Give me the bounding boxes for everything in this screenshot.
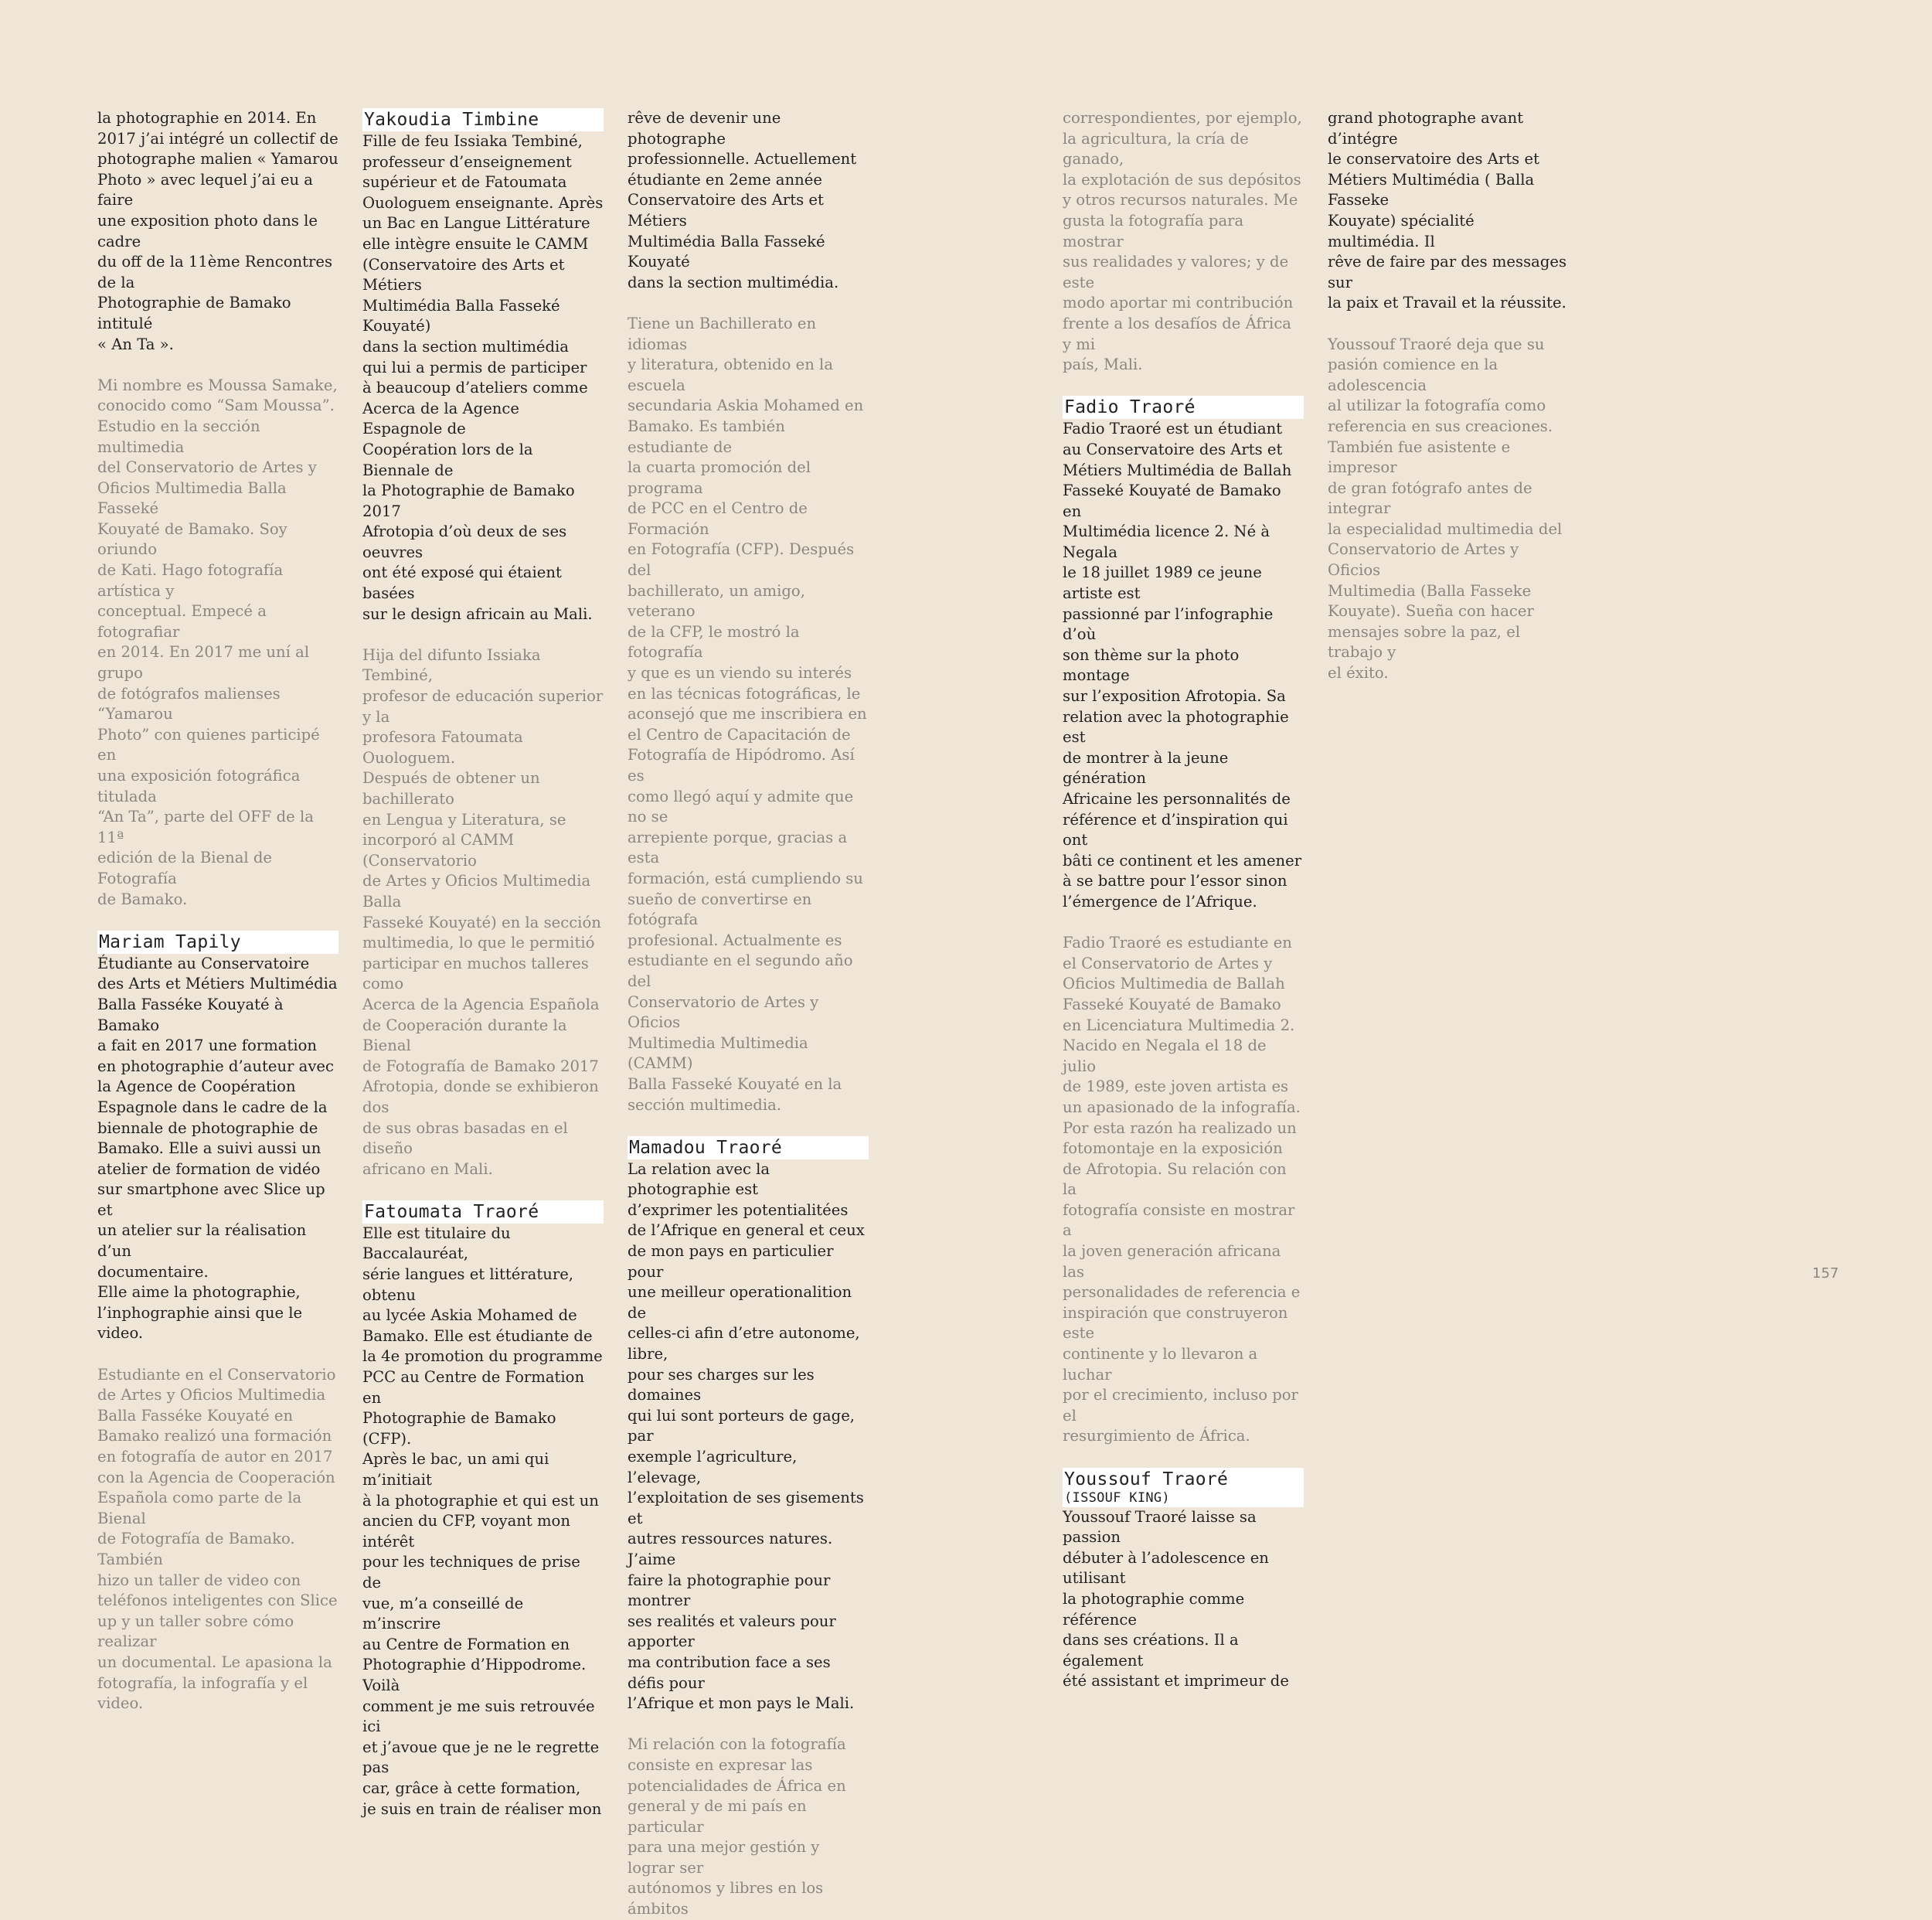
- paragraph-gap: [1328, 314, 1569, 335]
- paragraph-gap: [1063, 913, 1304, 934]
- spanish-paragraph: Estudiante en el Conservatorio de Artes y Oficios Multimedia Balla Fasséke Kouyaté en Bamako realizó una formación en fotografía de autor en 2017 con la Agencia de Cooperación Española como parte de la Bienal de Fotografía de Bamako. También hizo un taller de video con teléfonos inteligentes con Slice up y un taller sobre cómo realizar un documental. Le apasiona la fotografía, la infografía y el video.: [97, 1365, 338, 1713]
- french-paragraph: Fille de feu Issiaka Tembiné, professeur d’enseignement supérieur et de Fatoumata Ouologuem enseignante. Après un Bac en Langue Littérature elle intègre ensuite le CAMM (Conservatoire des Arts et Métiers Multimédia Balla Fasseké Kouyaté) dans la section multimédia qui lui a permis de participer à beaucoup d’ateliers comme Acerca de la Agence Espagnole de Coopération lors de la Biennale de la Photographie de Bamako 2017 Afrotopia d’où deux de ses oeuvres ont été exposé qui étaient basées sur le design africain au Mali.: [362, 132, 604, 623]
- person-name-heading: [628, 1136, 869, 1159]
- spanish-paragraph: Mi nombre es Moussa Samake, conocido como “Sam Moussa”. Estudio en la sección multimedia del Conservatorio de Artes y Oficios Multimedia Balla Fasseké Kouyaté de Bamako. Soy oriundo de Kati. Hago fotografía artística y conceptual. Empecé a fotografiar en 2014. En 2017 me uní al grupo de fotógrafos malienses “Yamarou Photo” con quienes participé en una exposición fotográfica titulada “An Ta”, parte del OFF de la 11ª edición de la Bienal de Fotografía de Bamako.: [97, 376, 338, 908]
- spanish-paragraph: Hija del difunto Issiaka Tembiné, profesor de educación superior y la profesora Fatoumata Ouologuem. Después de obtener un bachillerato en Lengua y Literatura, se incorporó al CAMM (Conservatorio de Artes y Oficios Multimedia Balla Fasseké Kouyaté) en la sección multimedia, lo que le permitió participar en muchos talleres como Acerca de la Agencia Española de Cooperación durante la Bienal de Fotografía de Bamako 2017 Afrotopia, donde se exhibieron dos de sus obras basadas en el diseño africano en Mali.: [362, 645, 604, 1178]
- person-name: Fadio Traoré: [1064, 397, 1196, 418]
- french-paragraph: grand photographe avant d’intégre le conservatoire des Arts et Métiers Multimédia ( Balla Fasseke Kouyate) spécialité multimédia. Il rêve de faire par des messages sur la paix et Travail et la réussite.: [1328, 109, 1567, 312]
- person-name: Youssouf Traoré: [1064, 1469, 1229, 1489]
- person-name-heading: [362, 1200, 604, 1224]
- person-name-heading: [362, 108, 604, 131]
- person-name-heading: [1063, 396, 1304, 419]
- text-column-3: [628, 108, 869, 1920]
- french-paragraph: La relation avec la photographie est d’exprimer les potentialitées de l’Afrique en general et ceux de mon pays en particulier pour une meilleur operationalition de celles-ci afin d’etre autonome, libre, pour ses charges sur les domaines qui lui sont porteurs de gage, par exemple l’agriculture, l’elevage, l’exploitation de ses gisements et autres ressources natures. J’aime faire la photographie pour montrer ses realités et valeurs pour apporter ma contribution face a ses défis pour l’Afrique et mon pays le Mali.: [628, 1159, 865, 1713]
- person-name: Fatoumata Traoré: [364, 1201, 539, 1222]
- person-name: Mariam Tapily: [99, 931, 241, 952]
- paragraph-gap: [97, 355, 338, 376]
- text-column-1: [97, 108, 338, 1714]
- spanish-paragraph: Mi relación con la fotografía consiste en expresar las potencialidades de África en general y de mi país en particular para una mejor gestión y lograr ser autónomos y libres en los ámbitos: [628, 1735, 846, 1918]
- paragraph-gap: [1063, 376, 1304, 397]
- paragraph-gap: [362, 1180, 604, 1200]
- person-name-heading: [1063, 1468, 1304, 1507]
- spanish-paragraph: Fadio Traoré es estudiante en el Conservatorio de Artes y Oficios Multimedia de Ballah Fasseké Kouyaté de Bamako en Licenciatura Multimedia 2. Nacido en Negala el 18 de julio de 1989, este joven artista es un apasionado de la infografía. Por esta razón ha realizado un fotomontaje en la exposición de Afrotopia. Su relación con la fotografía consiste en mostrar a la joven generación africana las personalidades de referencia e inspiración que construyeron este continente y lo llevaron a luchar por el crecimiento, incluso por el resurgimiento de África.: [1063, 934, 1301, 1445]
- paragraph-gap: [97, 910, 338, 931]
- paragraph-gap: [628, 1714, 869, 1735]
- paragraph-gap: [97, 1344, 338, 1365]
- person-name: Yakoudia Timbine: [364, 110, 539, 130]
- paragraph-gap: [628, 293, 869, 314]
- person-name: Mamadou Traoré: [629, 1137, 783, 1158]
- person-name-heading: [97, 931, 338, 954]
- person-alias: (ISSOUF KING): [1064, 1489, 1170, 1506]
- french-paragraph: Étudiante au Conservatoire des Arts et Métiers Multimédia Balla Fasséke Kouyaté à Bamako a fait en 2017 une formation en photographie d’auteur avec la Agence de Coopération Espagnole dans le cadre de la biennale de photographie de Bamako. Elle a suivi aussi un atelier de formation de vidéo sur smartphone avec Slice up et un atelier sur la réalisation d’un documentaire. Elle aime la photographie, l’inphographie ainsi que le video.: [97, 954, 338, 1343]
- paragraph-gap: [1063, 1447, 1304, 1468]
- french-paragraph: la photographie en 2014. En 2017 j’ai intégré un collectif de photographe malien « Yamarou Photo » avec lequel j’ai eu a faire une exposition photo dans le cadre du off de la 11ème Rencontres de la Photographie de Bamako intitulé « An Ta ».: [97, 109, 338, 353]
- spanish-paragraph: Youssouf Traoré deja que su pasión comience en la adolescencia al utilizar la fotografía como referencia en sus creaciones. También fue asistente e impresor de gran fotógrafo antes de integrar la especialidad multimedia del Conservatorio de Artes y Oficios Multimedia (Balla Fasseke Kouyate). Sueña con hacer mensajes sobre la paz, el trabajo y el éxito.: [1328, 335, 1563, 683]
- text-column-5: [1328, 108, 1569, 684]
- paragraph-gap: [628, 1115, 869, 1136]
- text-column-2: [362, 108, 604, 1820]
- french-paragraph: Elle est titulaire du Baccalauréat, série langues et littérature, obtenu au lycée Askia Mohamed de Bamako. Elle est étudiante de la 4e promotion du programme PCC au Centre de Formation en Photographie de Bamako (CFP). Après le bac, un ami qui m’initiait à la photographie et qui est un ancien du CFP, voyant mon intérêt pour les techniques de prise de vue, m’a conseillé de m’inscrire au Centre de Formation en Photographie d’Hippodrome. Voilà comment je me suis retrouvée ici et j’avoue que je ne le regrette pas car, grâce à cette formation, je suis en train de réaliser mon: [362, 1224, 603, 1818]
- spanish-paragraph: correspondientes, por ejemplo, la agricultura, la cría de ganado, la explotación de sus depósitos y otros recursos naturales. Me gusta la fotografía para mostrar sus realidades y valores; y de este modo aportar mi contribución frente a los desafíos de África y mi país, Mali.: [1063, 109, 1302, 374]
- french-paragraph: Youssouf Traoré laisse sa passion débuter à l’adolescence en utilisant la photographie comme référence dans ses créations. Il a également été assistant et imprimeur de: [1063, 1507, 1289, 1690]
- french-paragraph: rêve de devenir une photographe professionnelle. Actuellement étudiante en 2eme année Conservatoire des Arts et Métiers Multimédia Balla Fasseké Kouyaté dans la section multimédia.: [628, 109, 857, 291]
- paragraph-gap: [362, 625, 604, 645]
- text-column-4: [1063, 108, 1304, 1692]
- french-paragraph: Fadio Traoré est un étudiant au Conservatoire des Arts et Métiers Multimédia de Ballah Fasseké Kouyaté de Bamako en Multimédia licence 2. Né à Negala le 18 juillet 1989 ce jeune artiste est passionné par l’infographie d’où son thème sur la photo montage sur l’exposition Afrotopia. Sa relation avec la photographie est de montrer à la jeune génération Africaine les personnalités de référence et d’inspiration qui ont bâti ce continent et les amener à se battre pour l’essor sinon l’émergence de l’Afrique.: [1063, 420, 1302, 911]
- page-number: 157: [1812, 1265, 1839, 1282]
- spanish-paragraph: Tiene un Bachillerato en idiomas y literatura, obtenido en la escuela secundaria Askia Mohamed en Bamako. Es también estudiante de la cuarta promoción del programa de PCC en el Centro de Formación en Fotografía (CFP). Después del bachillerato, un amigo, veterano de la CFP, le mostró la fotografía y que es un viendo su interés en las técnicas fotográficas, le aconsejó que me inscribiera en el Centro de Capacitación de Fotografía de Hipódromo. Así es como llegó aquí y admite que no se arrepiente porque, gracias a esta formación, está cumpliendo su sueño de convertirse en fotógrafa profesional. Actualmente es estudiante en el segundo año del Conservatorio de Artes y Oficios Multimedia Multimedia (CAMM) Balla Fasseké Kouyaté en la sección multimedia.: [628, 314, 867, 1114]
